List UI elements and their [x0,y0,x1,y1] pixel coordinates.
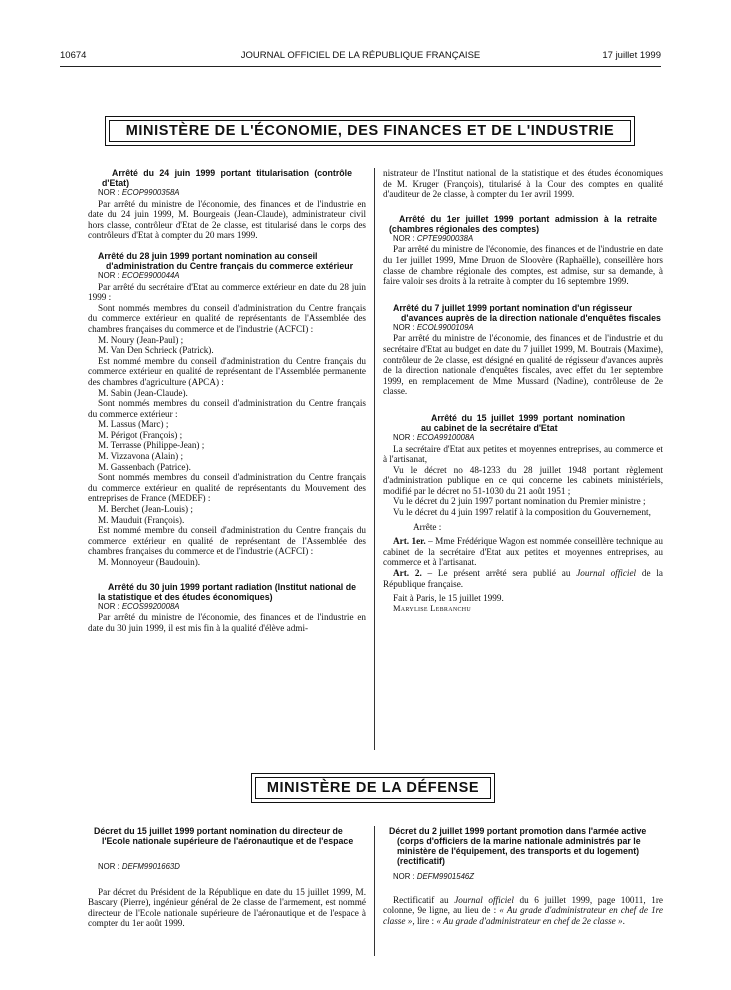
article-title: Décret du 15 juillet 1999 portant nomination du directeur de l'Ecole nationale supérieure de l'aéronautique et de l'espace [94,826,354,846]
paragraph: Par arrêté du ministre de l'économie, des finances et de l'industrie en date du 1er juillet 1999, Mme Druon de Sloovère (Raphaëlle), conseillère hors classe de chambre régionale des comptes, est admise, sur sa demande, à faire valoir ses droits à la retraite à compter du 16 septembre 1999. [383,244,663,287]
article-title: Arrêté du 30 juin 1999 portant radiation (Institut national de la statistique et des études économiques) [98,581,356,602]
list-item: M. Gassenbach (Patrice). [98,461,191,472]
list-item: M. Vizzavona (Alain) ; [98,451,184,462]
paragraph: Par arrêté du secrétaire d'Etat au commerce extérieur en date du 28 juin 1999 : [88,281,366,303]
ministry-defense-box [251,773,495,803]
paragraph: Par décret du Président de la République en date du 15 juillet 1999, M. Bascary (Pierre), ingénieur général de 2e classe de l'armement, est nommé directeur de l'Ecole nationale supérieure de l'aéronautique et de l'espace à compter du 1er août 1999. [88,886,366,929]
nor-reference: NOR : ECOS9920008A [98,601,180,611]
right-column-defense [383,826,663,926]
list-item: M. Lassus (Marc) ; [98,419,169,430]
list-item: M. Noury (Jean-Paul) ; [98,334,184,345]
nor-reference: NOR : ECOP9900358A [98,188,180,197]
column-divider [374,168,375,750]
nor-reference: NOR : DEFM9901546Z [393,872,475,881]
page-number: 10674 [60,50,87,61]
left-column-defense [88,826,366,929]
paragraph: Vu le décret no 48-1233 du 28 juillet 1948 portant règlement d'administration publique en ce qui concerne les cabinets ministériels, modifié par le décret no 51-1030 du 21 août 1951 ; [383,464,663,496]
paragraph: Sont nommés membres du conseil d'administration du Centre français du commerce extérieur en qualité de représentants de l'Assemblée des chambres françaises du commerce et de l'industrie (ACFCI) : [88,302,366,334]
paragraph: Par arrêté du ministre de l'économie, des finances et de l'industrie en date du 24 juin 1999, M. Bourgeais (Jean-Claude), administrateur civil hors classe, contrôleur d'Etat de 2e classe, est titularisé dans le corps des contrôleurs d'Etat à compter du 20 mars 1999. [88,198,366,241]
article-title: Décret du 2 juillet 1999 portant promotion dans l'armée active (corps d'officiers de la marine nationale administrés par le ministère de l'équipement, des transports et du logement) (rectificatif) [389,826,647,866]
nor-reference: NOR : DEFM9901663D [98,862,180,871]
nor-reference: NOR : CPTE9900038A [393,233,474,243]
paragraph: Vu le décret du 2 juin 1997 portant nomination du Premier ministre ; [393,496,646,507]
column-divider [374,826,375,956]
journal-title: JOURNAL OFFICIEL DE LA RÉPUBLIQUE FRANÇAISE [240,50,481,61]
paragraph: Sont nommés membres du conseil d'administration du Centre français du commerce extérieur : [88,398,366,419]
issue-date: 17 juillet 1999 [602,50,661,61]
page-header [60,50,661,67]
nor-reference: NOR : ECOL9900109A [393,322,474,332]
article-1: Art. 1er. – Mme Frédérique Wagon est nommée conseillère technique au cabinet de la secrétaire d'Etat aux petites et moyennes entreprises, au commerce et à l'artisanat. [383,536,663,568]
list-item: M. Van Den Schrieck (Patrick). [98,345,214,356]
ministry-defense-title: MINISTÈRE DE LA DÉFENSE [255,777,491,799]
signature: Marylise Lebranchu [393,603,472,613]
article-title: Arrêté du 28 juin 1999 portant nomination au conseil d'administration du Centre français du commerce extérieur [98,250,354,271]
ministry-economy-box [105,116,635,146]
paragraph: Est nommé membre du conseil d'administration du Centre français du commerce extérieur en qualité de représentant de l'Assemblée des chambres françaises du commerce et de l'industrie (ACFCI) : [88,525,366,557]
arrete-centre-commerce-exterieur [88,251,366,568]
arrete-radiation-insee [88,582,366,634]
right-column-economy [383,168,663,614]
article-title: Arrêté du 15 juillet 1999 portant nomination au cabinet de la secrétaire d'Etat [421,412,625,433]
list-item: M. Monnoyeur (Baudouin). [98,557,201,567]
arrete-retraite-chambres [383,214,663,287]
ministry-economy-title: MINISTÈRE DE L'ÉCONOMIE, DES FINANCES ET DE L'INDUSTRIE [109,120,631,142]
paragraph: Vu le décret du 4 juin 1997 relatif à la composition du Gouvernement, [393,507,651,518]
article-label: Art. 2. [393,568,422,579]
arrete-titularisation [88,168,366,241]
article-label: Art. 1er. [393,536,426,547]
arrete-cabinet-secretaire [383,413,663,615]
paragraph: nistrateur de l'Institut national de la statistique et des études économiques de M. Kruger (François), titularisé à la Cour des comptes en qualité d'auditeur de 2e classe, à compter du 1er avril 1999. [383,168,663,200]
paragraph: La secrétaire d'Etat aux petites et moyennes entreprises, au commerce et à l'artisanat, [383,443,663,465]
paragraph: Sont nommés membres du conseil d'administration du Centre français du commerce extérieur en qualité de représentants du Mouvement des entreprises de France (MEDEF) : [88,472,366,504]
paragraph: Par arrêté du ministre de l'économie, des finances et de l'industrie et du secrétaire d'Etat au budget en date du 7 juillet 1999, M. Boutrais (Maxime), contrôleur de 2e classe, est désigné en qualité de régisseur d'avances auprès de la direction nationale d'enquêtes fiscales, avec effet du 1er septembre 1999, en remplacement de Mme Mussard (Nadine), contrôleuse de 2e classe. [383,333,663,397]
article-title: Arrêté du 7 juillet 1999 portant nomination d'un régisseur d'avances auprès de la direction nationale d'enquêtes fiscales [393,302,661,323]
article-title: Arrêté du 24 juin 1999 portant titularisation (contrôle d'Etat) [102,168,352,188]
list-item: M. Terrasse (Philippe-Jean) ; [98,440,205,451]
arrete-label: Arrête : [413,521,442,532]
paragraph: Rectificatif au Journal officiel du 6 juillet 1999, page 10011, 1re colonne, 9e ligne, au lieu de : « Au grade d'administrateur en chef de 1re classe », lire : « Au grade d'administrateur en chef de 2e classe ». [383,894,664,926]
list-item: M. Périgot (François) ; [98,429,183,440]
list-item: M. Sabin (Jean-Claude). [98,387,188,398]
list-item: M. Mauduit (François). [98,514,185,525]
left-column-economy [88,168,366,633]
article-title: Arrêté du 1er juillet 1999 portant admission à la retraite (chambres régionales des comptes) [389,213,657,234]
article-2: Art. 2. – Le présent arrêté sera publié au Journal officiel de la République française. [383,568,663,589]
arrete-regisseur-avances [383,303,663,397]
list-item: M. Berchet (Jean-Louis) ; [98,504,193,515]
signed-place-date: Fait à Paris, le 15 juillet 1999. [393,593,504,604]
paragraph: Est nommé membre du conseil d'administration du Centre français du commerce extérieur en qualité de représentant de l'Assemblée permanente des chambres d'agriculture (APCA) : [88,355,366,387]
nor-reference: NOR : ECOA9910008A [393,432,475,442]
paragraph: Par arrêté du ministre de l'économie, des finances et de l'industrie en date du 30 juin 1999, il est mis fin à la qualité d'élève admi- [88,612,366,633]
nor-reference: NOR : ECOE9900044A [98,270,180,280]
